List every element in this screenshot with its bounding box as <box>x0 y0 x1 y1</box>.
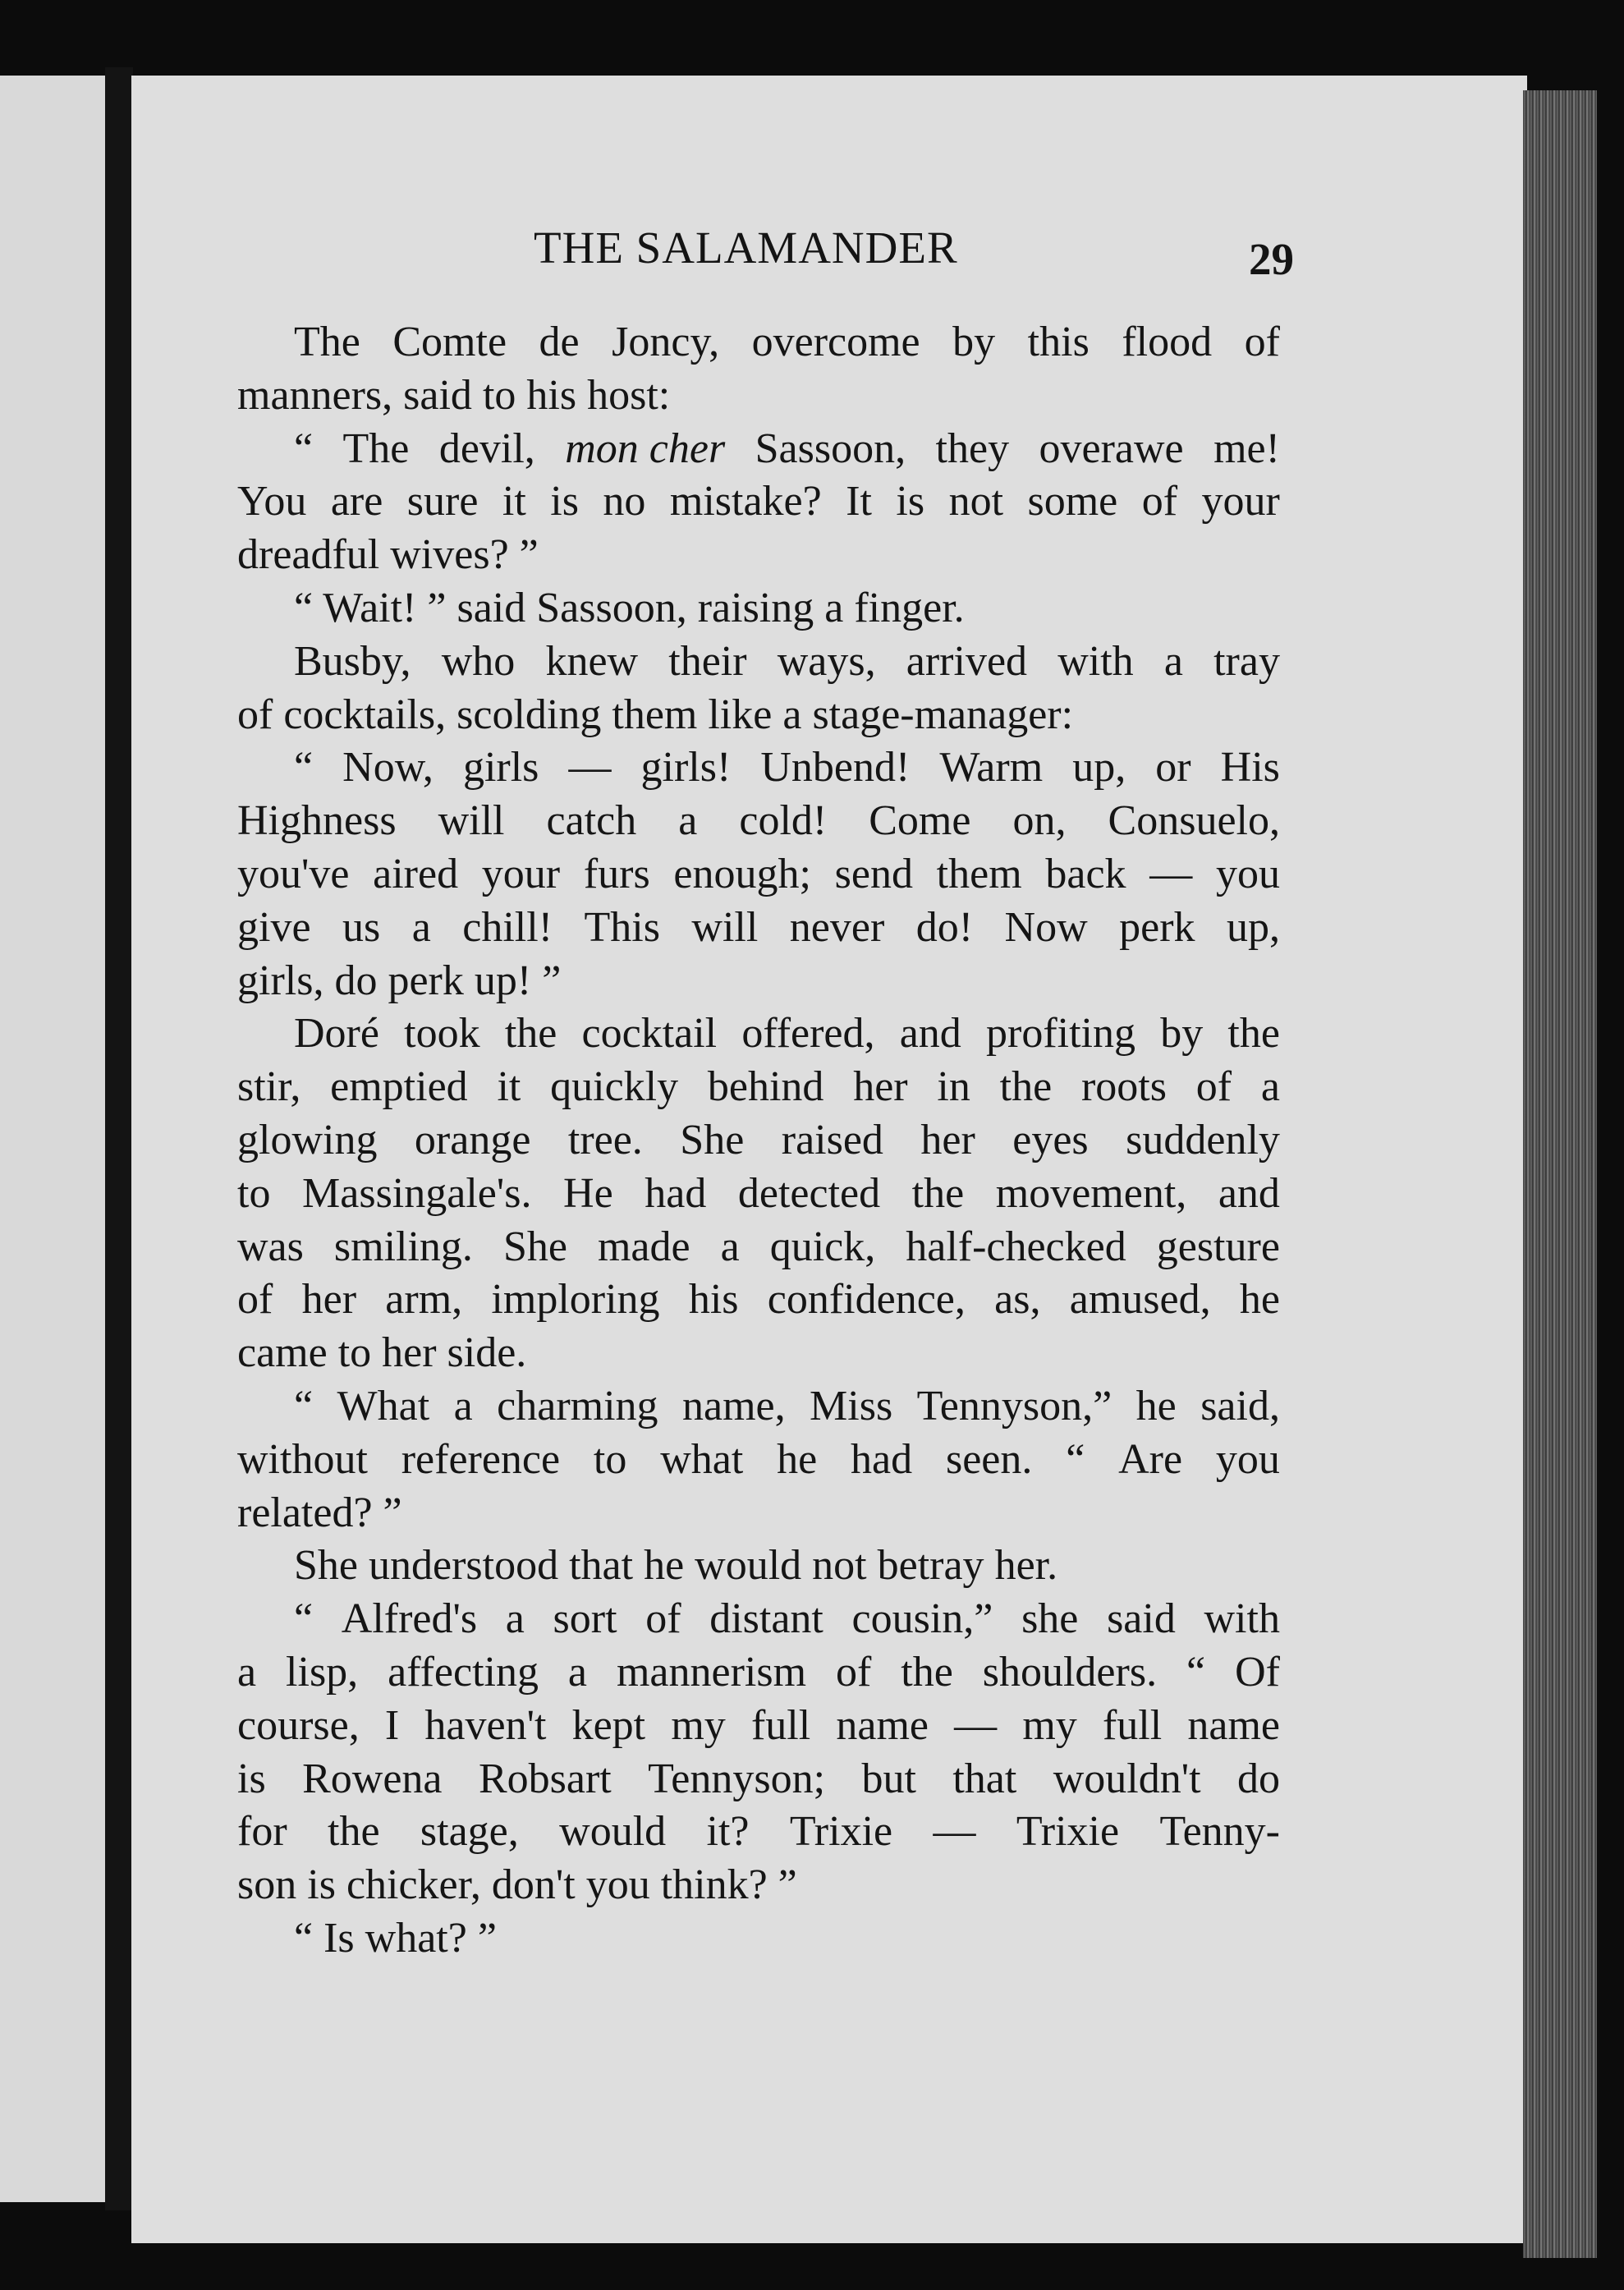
text-line <box>237 1912 1280 1966</box>
word: mistake? <box>669 478 822 525</box>
word: orange <box>414 1116 531 1163</box>
word: quick, <box>769 1223 876 1270</box>
word: the <box>328 1808 380 1856</box>
word: sure <box>406 478 479 525</box>
word: Joncy, <box>612 319 720 365</box>
word: this <box>1027 319 1090 365</box>
word: ways, <box>777 637 876 685</box>
word: Comte <box>392 319 507 365</box>
word: us <box>342 903 381 951</box>
word: a <box>720 1223 740 1270</box>
word: Trixie <box>1016 1808 1120 1856</box>
word: do! <box>915 903 974 951</box>
word: girls, <box>237 957 324 1004</box>
word: ” <box>383 1489 402 1536</box>
word: devil, <box>438 424 535 472</box>
word: ” <box>778 1861 797 1909</box>
word: behind <box>707 1063 824 1111</box>
word: a <box>505 1595 525 1643</box>
word: the <box>999 1063 1053 1111</box>
word: the <box>911 1169 965 1217</box>
word: Tennyson; <box>648 1755 826 1802</box>
text-line <box>237 1806 1280 1859</box>
word: had <box>851 1435 913 1483</box>
word: name <box>836 1701 929 1749</box>
word: amused, <box>1069 1276 1211 1324</box>
word: it? <box>706 1808 750 1856</box>
word: gesture <box>1156 1223 1280 1270</box>
word: will <box>438 797 505 845</box>
word: a <box>824 584 844 631</box>
word: Sassoon, <box>755 424 906 472</box>
word: Rowena <box>302 1755 443 1802</box>
word: her <box>920 1116 975 1163</box>
word: Trixie <box>789 1808 893 1856</box>
word: The <box>294 319 360 365</box>
word: What <box>337 1382 430 1430</box>
word: ” <box>477 1914 497 1962</box>
word: Come <box>869 797 971 845</box>
word: Robsart <box>478 1755 612 1802</box>
word: stage, <box>420 1808 519 1856</box>
word: his <box>526 371 577 419</box>
word: full <box>1102 1701 1163 1749</box>
word: “ <box>294 1595 314 1643</box>
word: was <box>237 1223 304 1270</box>
word: that <box>569 1542 634 1590</box>
word: side. <box>447 1329 527 1377</box>
word: “ <box>294 424 314 472</box>
word: as, <box>994 1276 1041 1324</box>
text-line <box>237 475 1280 529</box>
word: quickly <box>550 1063 679 1111</box>
word: my <box>1022 1701 1077 1749</box>
word: Miss <box>810 1382 893 1430</box>
word: a <box>237 1648 257 1696</box>
word: girls! <box>640 744 732 792</box>
text-line <box>237 689 1280 742</box>
running-head <box>0 222 1624 287</box>
word: Busby, <box>294 637 411 685</box>
word: are <box>330 478 383 525</box>
word: they <box>935 424 1010 472</box>
word: a <box>567 1648 588 1696</box>
facing-page-edge <box>0 76 107 2202</box>
word: up, <box>1227 903 1280 951</box>
text-line <box>237 423 1280 476</box>
word: emptied <box>330 1063 468 1111</box>
word: eyes <box>1012 1116 1089 1163</box>
word: she <box>1021 1595 1079 1643</box>
word: — <box>954 1701 998 1749</box>
word: related? <box>237 1489 373 1536</box>
word: back <box>1045 850 1126 897</box>
word: cousin,” <box>851 1595 993 1643</box>
word: the <box>504 1010 557 1058</box>
word: wives? <box>390 531 509 579</box>
word: scolding <box>456 691 602 738</box>
word: will <box>691 903 759 951</box>
word: — <box>1149 850 1193 897</box>
running-head-title: THE SALAMANDER <box>534 223 958 273</box>
word: Tenny- <box>1159 1808 1280 1856</box>
word: made <box>597 1223 690 1270</box>
word: to <box>482 371 516 419</box>
word: It <box>846 478 872 525</box>
word: said <box>456 584 526 631</box>
word: of <box>237 691 273 738</box>
word: roots <box>1080 1063 1167 1111</box>
word: is <box>307 1861 336 1909</box>
text-line <box>237 1646 1280 1700</box>
word: said <box>1107 1595 1176 1643</box>
word: half-checked <box>906 1223 1126 1270</box>
word: Highness <box>237 797 397 845</box>
word: not <box>948 478 1004 525</box>
word: host: <box>587 371 671 419</box>
word: and <box>1218 1169 1280 1217</box>
word: finger. <box>854 584 965 631</box>
word: reference <box>401 1435 561 1483</box>
word: cocktail <box>581 1010 718 1058</box>
text-line <box>237 741 1280 795</box>
word: his <box>688 1276 739 1324</box>
word: that <box>952 1755 1017 1802</box>
word: you <box>1215 850 1280 897</box>
word: charming <box>497 1382 658 1430</box>
word: knew <box>545 637 639 685</box>
word: had <box>645 1169 707 1217</box>
text-line <box>237 1380 1280 1434</box>
text-line <box>237 1114 1280 1168</box>
word: up, <box>1072 744 1126 792</box>
word: Now <box>1004 903 1088 951</box>
word: profiting <box>986 1010 1135 1058</box>
word: her <box>382 1329 437 1377</box>
word: tray <box>1213 637 1280 685</box>
word: by <box>1160 1010 1204 1058</box>
text-line <box>237 1700 1280 1753</box>
word: a <box>678 797 698 845</box>
word: up! <box>474 957 532 1004</box>
word: to <box>237 1169 271 1217</box>
word: “ <box>294 584 314 631</box>
word: you <box>585 1861 650 1909</box>
text-line <box>237 1753 1280 1806</box>
word: raised <box>781 1116 883 1163</box>
text-line <box>237 316 1280 369</box>
word: is <box>550 478 579 525</box>
word: perk <box>388 957 464 1004</box>
word: You <box>237 478 307 525</box>
word: chicker, <box>346 1861 481 1909</box>
word: without <box>237 1435 368 1483</box>
word: overawe <box>1039 424 1184 472</box>
word: the <box>901 1648 953 1696</box>
word: shoulders. <box>982 1648 1158 1696</box>
word: “ <box>294 1382 314 1430</box>
word: would <box>559 1808 667 1856</box>
word: Alfred's <box>341 1595 478 1643</box>
word: for <box>237 1808 287 1856</box>
word: on, <box>1012 797 1067 845</box>
word: with <box>1204 1595 1280 1643</box>
word: would <box>695 1542 802 1590</box>
word: of <box>645 1595 681 1643</box>
word: Massingale's. <box>302 1169 532 1217</box>
word: a <box>1163 637 1183 685</box>
word: affecting <box>388 1648 539 1696</box>
word: them <box>612 691 698 738</box>
word: — <box>568 744 612 792</box>
word: your <box>1201 478 1280 525</box>
word: “ <box>294 744 314 792</box>
word: of <box>237 1276 273 1324</box>
word: her <box>853 1063 908 1111</box>
word: Are <box>1118 1435 1183 1483</box>
word: Now, <box>342 744 434 792</box>
word: Tennyson,” <box>916 1382 1112 1430</box>
word: Sassoon, <box>536 584 687 631</box>
word: de <box>539 319 580 365</box>
word: it <box>502 478 526 525</box>
page-block-edges <box>1523 90 1597 2258</box>
word: son <box>237 1861 297 1909</box>
body-text <box>237 316 1280 1966</box>
word: suddenly <box>1126 1116 1280 1163</box>
word: “ <box>1066 1435 1085 1483</box>
word: my <box>671 1701 726 1749</box>
word: distant <box>709 1595 823 1643</box>
word: a <box>411 903 431 951</box>
word: wouldn't <box>1053 1755 1201 1802</box>
word: of <box>1141 478 1178 525</box>
word: the <box>1227 1010 1280 1058</box>
word: This <box>584 903 660 951</box>
word: but <box>861 1755 916 1802</box>
word: Wait! <box>323 584 417 631</box>
word: he <box>1135 1382 1177 1430</box>
word: with <box>1057 637 1134 685</box>
word: flood <box>1122 319 1213 365</box>
word: Doré <box>294 1010 379 1058</box>
word: tree. <box>567 1116 643 1163</box>
word: a <box>1260 1063 1280 1111</box>
word: The <box>342 424 410 472</box>
word: you've <box>237 850 350 897</box>
word: by <box>952 319 996 365</box>
word: lisp, <box>286 1648 359 1696</box>
text-line <box>237 1593 1280 1646</box>
word: I <box>384 1701 400 1749</box>
word: her. <box>994 1542 1058 1590</box>
text-line <box>237 369 1280 423</box>
word: never <box>789 903 885 951</box>
word: ” <box>427 584 447 631</box>
word: girls <box>462 744 539 792</box>
word: of <box>1195 1063 1232 1111</box>
word: “ <box>294 1914 314 1962</box>
word: smiling. <box>333 1223 473 1270</box>
word: what <box>660 1435 744 1483</box>
word: catch <box>546 797 637 845</box>
word: chill! <box>462 903 553 951</box>
word: movement, <box>995 1169 1187 1217</box>
text-line <box>237 848 1280 902</box>
word: glowing <box>237 1116 378 1163</box>
word: Is <box>323 1914 355 1962</box>
word: said <box>403 371 472 419</box>
word: in <box>937 1063 970 1111</box>
word: stage-manager: <box>812 691 1074 738</box>
word: imploring <box>491 1276 660 1324</box>
word: Consuelo, <box>1108 797 1280 845</box>
word: he <box>777 1435 818 1483</box>
text-line <box>237 1273 1280 1327</box>
word: haven't <box>424 1701 547 1749</box>
word: raising <box>697 584 814 631</box>
word: do <box>1236 1755 1280 1802</box>
word: them <box>936 850 1022 897</box>
text-line <box>237 582 1280 636</box>
word: seen. <box>945 1435 1033 1483</box>
word: mannerism <box>616 1648 807 1696</box>
word: manners, <box>237 371 393 419</box>
word: enough; <box>673 850 811 897</box>
text-line <box>237 1221 1280 1274</box>
text-line <box>237 1540 1280 1593</box>
word: give <box>237 903 311 951</box>
word: kept <box>571 1701 646 1749</box>
text-line <box>237 1168 1280 1221</box>
word: understood <box>369 1542 559 1590</box>
text-line <box>237 955 1280 1008</box>
text-line <box>237 1007 1280 1061</box>
word: came <box>237 1329 328 1377</box>
word: aired <box>373 850 459 897</box>
word: he <box>644 1542 685 1590</box>
word: perk <box>1119 903 1195 951</box>
word: cold! <box>739 797 828 845</box>
word: took <box>404 1010 480 1058</box>
book-gutter <box>105 67 133 2210</box>
word: overcome <box>751 319 920 365</box>
word: to <box>593 1435 627 1483</box>
word: She <box>502 1223 567 1270</box>
word: Of <box>1235 1648 1280 1696</box>
text-line <box>237 1061 1280 1114</box>
text-line <box>237 795 1280 848</box>
word: name, <box>681 1382 786 1430</box>
word: what? <box>365 1914 467 1962</box>
word: is <box>237 1755 266 1802</box>
word: don't <box>491 1861 576 1909</box>
word: of <box>1244 319 1280 365</box>
word: betray <box>877 1542 984 1590</box>
word: a <box>782 691 802 738</box>
word: arm, <box>385 1276 463 1324</box>
text-line <box>237 1859 1280 1912</box>
word: to <box>337 1329 372 1377</box>
word: mon cher <box>565 424 726 472</box>
word: offered, <box>741 1010 875 1058</box>
word: Warm <box>939 744 1044 792</box>
word: who <box>441 637 516 685</box>
word: or <box>1155 744 1191 792</box>
text-line <box>237 529 1280 582</box>
word: — <box>933 1808 976 1856</box>
word: their <box>668 637 747 685</box>
word: me! <box>1213 424 1280 472</box>
word: like <box>708 691 773 738</box>
text-line <box>237 636 1280 689</box>
word: ” <box>542 957 562 1004</box>
text-line <box>237 902 1280 955</box>
word: your <box>481 850 561 897</box>
word: some <box>1027 478 1118 525</box>
page-number: 29 <box>1249 234 1294 284</box>
word: you <box>1215 1435 1280 1483</box>
word: think? <box>660 1861 768 1909</box>
word: it <box>497 1063 521 1111</box>
word: furs <box>583 850 650 897</box>
word: arrived <box>906 637 1028 685</box>
word: he <box>1239 1276 1280 1324</box>
word: cocktails, <box>283 691 447 738</box>
word: name <box>1187 1701 1280 1749</box>
word: sort <box>553 1595 617 1643</box>
word: send <box>834 850 913 897</box>
word: full <box>750 1701 811 1749</box>
word: her <box>301 1276 357 1324</box>
word: detected <box>737 1169 881 1217</box>
word: do <box>334 957 378 1004</box>
word: said, <box>1200 1382 1280 1430</box>
word: is <box>896 478 925 525</box>
word: Unbend! <box>760 744 911 792</box>
word: She <box>680 1116 745 1163</box>
word: He <box>563 1169 613 1217</box>
text-line <box>237 1487 1280 1540</box>
word: confidence, <box>767 1276 966 1324</box>
word: She <box>294 1542 358 1590</box>
word: not <box>812 1542 867 1590</box>
word: dreadful <box>237 531 380 579</box>
word: a <box>453 1382 473 1430</box>
word: stir, <box>237 1063 301 1111</box>
word: and <box>899 1010 961 1058</box>
word: ” <box>519 531 539 579</box>
word: His <box>1220 744 1280 792</box>
word: course, <box>237 1701 360 1749</box>
word: no <box>603 478 646 525</box>
text-line <box>237 1434 1280 1487</box>
word: “ <box>1186 1648 1206 1696</box>
word: of <box>835 1648 872 1696</box>
text-line <box>237 1327 1280 1380</box>
